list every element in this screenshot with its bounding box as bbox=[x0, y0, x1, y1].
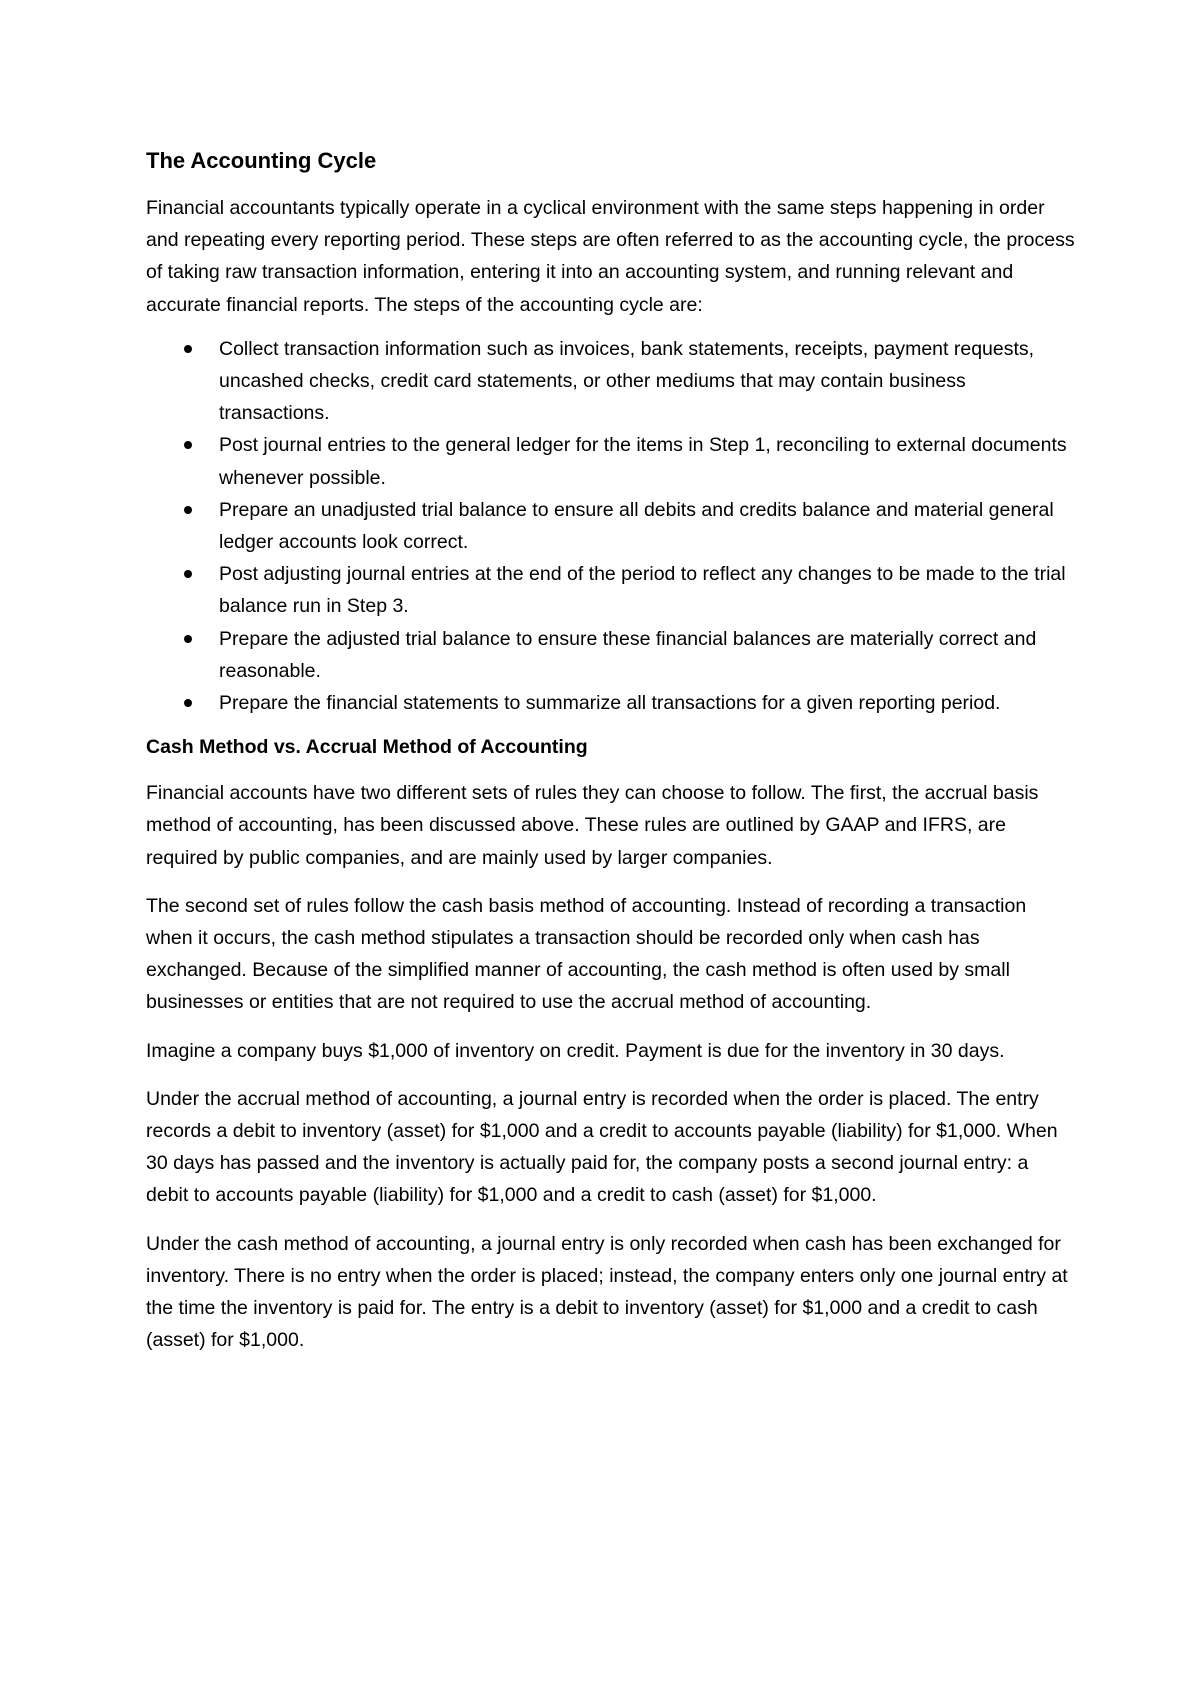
list-item bbox=[146, 623, 1076, 687]
body-paragraph-cash-example: Under the cash method of accounting, a journal entry is only recorded when cash has been exchanged for inventory. There is no entry when the order is placed; instead, the company enters only one journal entry at the time the inventory is paid for. The entry is a debit to inventory (asset) for $1,000 and a credit to cash (asset) for $1,000. bbox=[146, 1232, 1068, 1352]
document-page bbox=[146, 146, 1076, 1373]
list-item bbox=[146, 558, 1076, 622]
bullet-icon bbox=[184, 635, 192, 643]
list-item bbox=[146, 429, 1076, 493]
step-text: Prepare the adjusted trial balance to ensure these financial balances are materially correct and reasonable. bbox=[219, 627, 1037, 682]
list-item bbox=[146, 333, 1076, 430]
bullet-icon bbox=[184, 345, 192, 353]
step-text: Collect transaction information such as invoices, bank statements, receipts, payment requests, uncashed checks, credit card statements, or other mediums that may contain business transactions. bbox=[219, 337, 1035, 425]
body-paragraph-accrual-example: Under the accrual method of accounting, a journal entry is recorded when the order is placed. The entry records a debit to inventory (asset) for $1,000 and a credit to accounts payable (liability) for $1,000. When 30 days has passed and the inventory is actually paid for, the company posts a second journal entry: a debit to accounts payable (liability) for $1,000 and a credit to cash (asset) for $1,000. bbox=[146, 1087, 1058, 1207]
list-item bbox=[146, 494, 1076, 558]
bullet-icon bbox=[184, 699, 192, 707]
bullet-icon bbox=[184, 570, 192, 578]
step-text: Prepare an unadjusted trial balance to ensure all debits and credits balance and material general ledger accounts look correct. bbox=[219, 498, 1054, 554]
step-text: Post journal entries to the general ledger for the items in Step 1, reconciling to external documents whenever possible. bbox=[219, 434, 1067, 489]
step-text: Prepare the financial statements to summarize all transactions for a given reporting period. bbox=[219, 692, 1001, 715]
body-paragraph-cash-intro: The second set of rules follow the cash basis method of accounting. Instead of recording a transaction when it occurs, the cash method stipulates a transaction should be recorded only when cash has exchanged. Because of the simplified manner of accounting, the cash method is often used by small businesses or entities that are not required to use the accrual method of accounting. bbox=[146, 894, 1027, 1014]
section-heading: Cash Method vs. Accrual Method of Accounting bbox=[146, 736, 588, 759]
accounting-cycle-steps-list bbox=[146, 333, 1076, 719]
intro-paragraph: Financial accountants typically operate in a cyclical environment with the same steps happening in order and repeating every reporting period. These steps are often referred to as the accounting cycle, the process of taking raw transaction information, entering it into an accounting system, and running relevant and accurate financial reports. The steps of the accounting cycle are: bbox=[146, 197, 1075, 316]
body-paragraph-accrual-intro: Financial accounts have two different sets of rules they can choose to follow. The first, the accrual basis method of accounting, has been discussed above. These rules are outlined by GAAP and IFRS, are required by public companies, and are mainly used by larger companies. bbox=[146, 782, 1039, 869]
document-title: The Accounting Cycle bbox=[146, 148, 377, 173]
step-text: Post adjusting journal entries at the end of the period to reflect any changes to be made to the trial balance run in Step 3. bbox=[219, 563, 1066, 618]
bullet-icon bbox=[184, 441, 192, 449]
body-paragraph-example: Imagine a company buys $1,000 of inventory on credit. Payment is due for the inventory in 30 days. bbox=[146, 1039, 1005, 1062]
list-item bbox=[146, 687, 1076, 719]
bullet-icon bbox=[184, 506, 192, 514]
